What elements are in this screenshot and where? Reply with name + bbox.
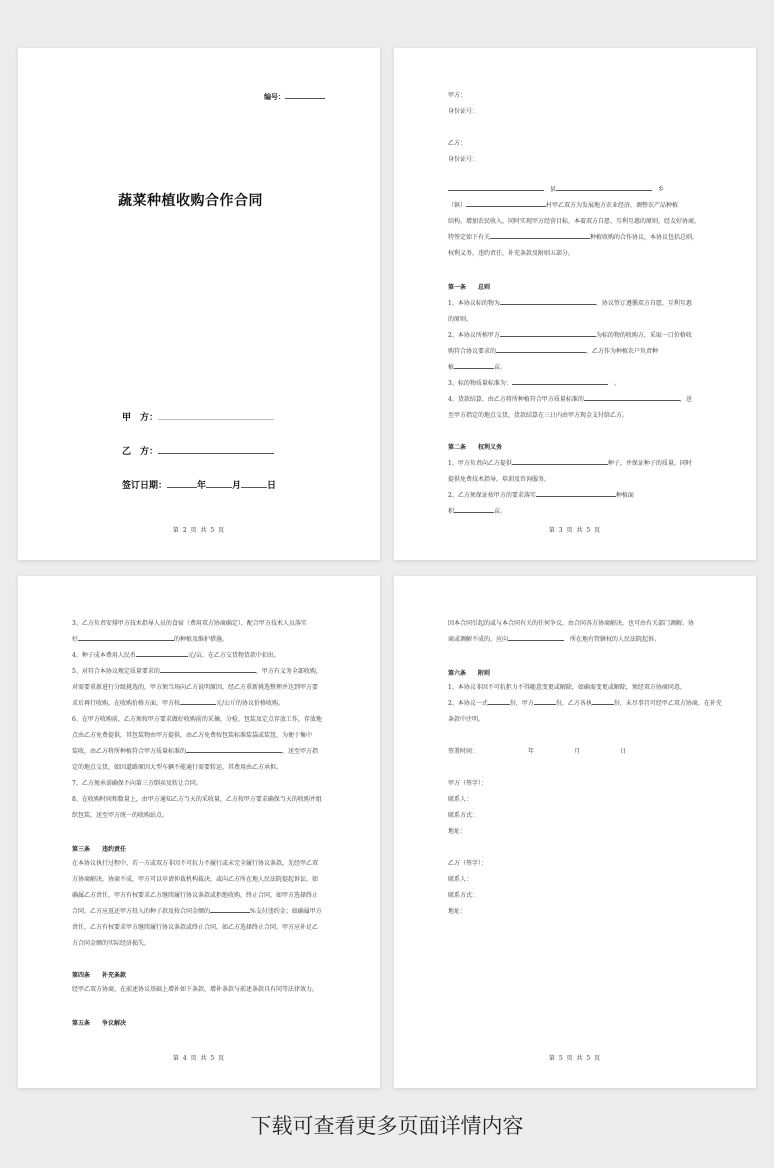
clause-line: 植 亩。 xyxy=(448,364,507,371)
clause-line: 1、本协议非因不可抗拒力不得随意变更或解除，如确需变更或解除，须经双方协商同意。 xyxy=(448,684,686,691)
party-b-phone-label: 联系方式： xyxy=(448,892,479,899)
clause-line: 购符合协议要求的 ，乙方作为种植农户负责种 xyxy=(448,348,659,355)
document-number-blank xyxy=(285,92,325,99)
sign-time-line: 签署时间： 年 月 日 xyxy=(448,748,627,755)
clause-line: 7、乙方须承诺确保不向第三方倒卖及转让合同。 xyxy=(72,780,202,787)
clause-line: 求后再行收购，在收购价格方面，甲方按 元/公斤的协议价格收购。 xyxy=(72,700,285,707)
clause-line: 提供免费技术指导，培训及咨询服务。 xyxy=(448,476,551,483)
download-caption: 下载可查看更多页面详情内容 xyxy=(250,1114,524,1138)
clause-line: 装收，由乙方将所种植符合甲方质量标准的 ，送至甲方指 xyxy=(72,748,319,755)
clause-line: 至甲方指定的地点交货，货款结算在三日内由甲方现金支付给乙方。 xyxy=(448,412,629,419)
clause-line: 2、本协议所称甲方 为标的物的收购方，采取一口价格收 xyxy=(448,332,692,339)
party-a-address-label: 地址： xyxy=(448,828,467,835)
document-page-4 xyxy=(394,576,756,1088)
clause-line: 合同，乙方应返还甲方投入的种子款及按合同金额的 %支付违约金；如确属甲方 xyxy=(72,908,322,915)
clause-line: 1、本协议标的物为 ，协议签订遵循双方自愿，互利互惠 xyxy=(448,300,692,307)
clause-line: 4、种子成本费用人民币 元/亩，在乙方交货物货款中扣出。 xyxy=(72,652,280,659)
party-b-address-label: 地址： xyxy=(448,908,467,915)
page-number: 第 3 页 共 5 页 xyxy=(548,527,602,534)
clause-line: 点由乙方免费提供，其包装物由甲方提供，由乙方免费按包装标准装袋或装筐，为便于集中 xyxy=(72,732,313,739)
clause-line: 条款中注明。 xyxy=(448,716,485,723)
page-number: 第 2 页 共 5 页 xyxy=(172,527,226,534)
clause-line: 8、在收购时间和数量上，由甲方通知乙方当天的采收量，乙方按甲方要求确保当天的收购并组 xyxy=(72,796,322,803)
section-heading: 第五条 争议解决 xyxy=(72,1020,127,1027)
clause-line: 3、乙方负责安排甲方技术指导人员的食宿（费用双方协商确定），配合甲方技术人员落实 xyxy=(72,620,307,627)
document-page-3 xyxy=(18,576,380,1088)
clause-line: 商或调解不成的，应向 所在地有管辖权的人民法院起诉。 xyxy=(448,636,661,643)
sign-date-line: 签订日期： 年 月 日 xyxy=(122,481,277,491)
clause-line: 3、标的物质量标准为： 。 xyxy=(448,380,620,387)
section-heading: 第六条 附则 xyxy=(448,670,491,677)
clause-line: 确属乙方责任，甲方有权要求乙方继续履行协议条款或拒绝收购，终止合同，如甲方选择终止 xyxy=(72,892,319,899)
clause-line: 1、甲方负责向乙方提供 种子，并保证种子的质量，同时 xyxy=(448,460,692,467)
contract-title: 蔬菜种植收购合作合同 xyxy=(118,193,263,209)
intro-line: 权利义务，违约责任，补充条款及附则五部分。 xyxy=(448,250,575,257)
document-page-2 xyxy=(394,48,756,560)
intro-line: 县 乡 xyxy=(448,184,664,196)
section-heading: 第三条 违约责任 xyxy=(72,846,127,853)
party-a-signature-line: 甲 方： xyxy=(122,410,274,423)
clause-line: 2、乙方须保证按甲方的要求落实 种植面 xyxy=(448,492,634,499)
clause-line: 责任，乙方有权要求甲方继续履行协议条款或终止合同，如乙方选择终止合同，甲方应补足乙 xyxy=(72,924,319,931)
clause-line: 方协商解决，协商不成，甲方可以申请仲裁机构裁决，或向乙方所在地人民法院提起诉讼，如 xyxy=(72,876,319,883)
intro-line: （镇） 村甲乙双方为发展地方农业经济，调整农产品种植 xyxy=(448,202,679,209)
party-a-sign-label: 甲方（签字）： xyxy=(448,780,488,787)
clause-line: 的原则。 xyxy=(448,316,473,323)
party-b-sign-label: 乙方（签字）： xyxy=(448,860,488,867)
clause-line: 在本协议执行过程中，若一方或双方非因不可抗力不履行或未完全履行协议条款，先经甲乙双 xyxy=(72,860,319,867)
clause-line: 织包装，送至甲方统一的收购站点。 xyxy=(72,812,169,819)
clause-line: 方合同金额的实际经济损失。 xyxy=(72,940,151,947)
party-a-phone-label: 联系方式： xyxy=(448,812,479,819)
intro-line: 结构，增加农民收入，同时实现甲方经营目标，本着双方自愿、互利互惠的原则，经友好协商， xyxy=(448,218,701,225)
clause-line: 6、在甲方收购前，乙方须按甲方要求做好收购前的采摘、分检、包装及定点存放工作，存放地 xyxy=(72,716,322,723)
party-a-id-label: 身份证号： xyxy=(448,108,479,115)
clause-line: 5、对符合本协议规定质量要求的 ，甲方有义务全部收购， xyxy=(72,668,322,675)
section-heading: 第四条 补充条款 xyxy=(72,972,127,979)
section-heading: 第一条 总则 xyxy=(448,284,491,291)
clause-line: 积 亩。 xyxy=(448,508,507,515)
page-number: 第 5 页 共 5 页 xyxy=(548,1055,602,1062)
party-b-label: 乙方： xyxy=(448,140,467,147)
party-a-contact-label: 联系人： xyxy=(448,796,473,803)
party-a-label: 甲方： xyxy=(448,92,467,99)
clause-line: 2、本协议一式 份，甲方 份，乙方各执 份，未尽事宜可经甲乙双方协商，在补充 xyxy=(448,700,722,707)
intro-line: 特签定如下有关 种植收购的合作协议，本协议包括总则， xyxy=(448,234,699,241)
party-b-contact-label: 联系人： xyxy=(448,876,473,883)
clause-line: 4、货款结算，由乙方将所种植符合甲方质量标准的 ，送 xyxy=(448,396,692,403)
clause-line: 经甲乙双方协商，在前述协议基础上增补如下条款，增补条款与前述条款具有同等法律效力。 xyxy=(72,986,319,993)
page-number: 第 4 页 共 5 页 xyxy=(172,1055,226,1062)
clause-line: 好 的种植及维护措施。 xyxy=(72,636,229,643)
clause-line: 定的地点交货，如因道路原因大型车辆不能通行需要转运，其费用由乙方承担。 xyxy=(72,764,283,771)
document-number: 编号： xyxy=(264,92,325,102)
party-b-id-label: 身份证号： xyxy=(448,156,479,163)
party-b-signature-line: 乙 方： xyxy=(122,444,274,457)
clause-line: 因本合同引起的或与本合同有关的任何争议，由合同各方协商解决，也可由有关部门调解。协 xyxy=(448,620,695,627)
section-heading: 第二条 权利义务 xyxy=(448,444,503,451)
document-page-cover xyxy=(18,48,380,560)
clause-line: 对需要重新进行分级挑选的，甲方须当场向乙方说明原因，经乙方重新挑选整理并达到甲方要 xyxy=(72,684,319,691)
